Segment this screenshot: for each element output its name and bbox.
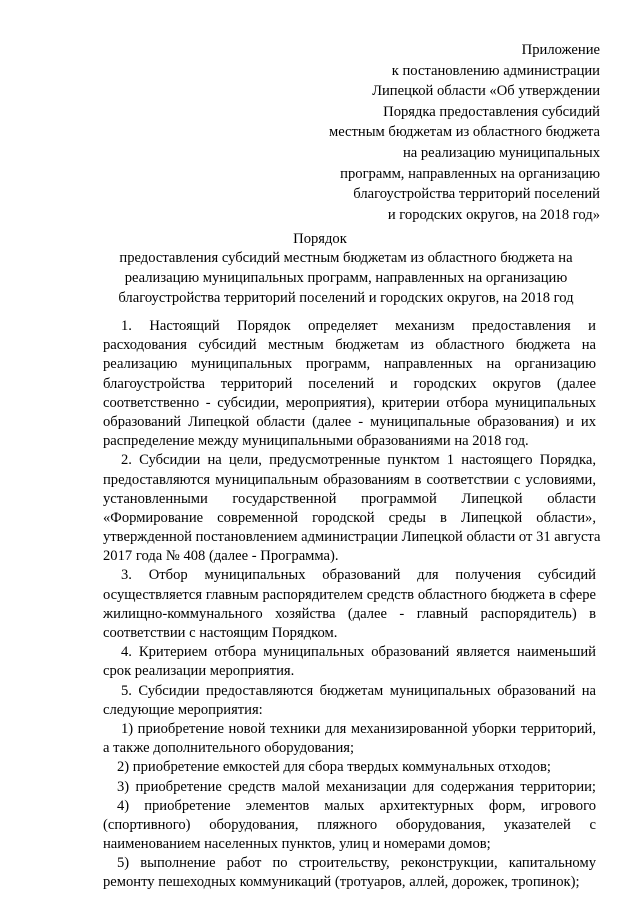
body-line: 1. Настоящий Порядок определяет механизм предоставления и [121,318,596,334]
body-line: 3) приобретение средств малой механизации для содержания территории; [117,778,596,795]
body-line: утвержденной постановлением администрации Липецкой области от 31 августа [103,529,601,546]
body-line: соответственно - субсидии, мероприятия), критерии отбора муниципальных [103,394,596,411]
body-line: 2. Субсидии на цели, предусмотренные пунктом 1 настоящего Порядка, [121,452,596,469]
body-line: 4. Критерием отбора муниципальных образований является наименьший [121,644,596,661]
body-line: 4) приобретение элементов малых архитектурных форм, игрового [117,797,596,814]
appendix-line: благоустройства территорий поселений [353,186,600,203]
body-line: срок реализации мероприятия. [103,663,295,680]
body-line: 2) приобретение емкостей для сбора твердых коммунальных отходов; [117,759,551,776]
appendix-line: программ, направленных на организацию [340,165,600,182]
body-line: следующие мероприятия: [103,701,263,718]
appendix-line: Порядка предоставления субсидий [383,103,600,120]
body-line: соответствии с настоящим Порядком. [103,625,338,641]
appendix-header [270,40,600,225]
body-line: наименованием населенных пунктов, улиц и номерами домов; [103,836,491,853]
document-subtitle [96,249,596,308]
body-line: 1) приобретение новой техники для механизированной уборки территорий, [121,720,596,737]
body-line: расходования субсидий местным бюджетам из областного бюджета на [103,337,596,354]
subtitle-line: реализацию муниципальных программ, направленных на организацию [124,269,568,286]
body-line: реализацию муниципальных программ, направленных на организацию [103,356,596,373]
body-line: жилищно-коммунального хозяйства (далее - главный распорядитель) в [103,605,596,622]
body-line: благоустройства территорий поселений и городских округов (далее [103,375,596,392]
body-line: распределение между муниципальными образованиями на 2018 год. [103,433,529,450]
body-line: 3. Отбор муниципальных образований для получения субсидий [121,567,596,584]
body-line: осуществляется главным распорядителем средств областного бюджета в сфере [103,586,596,603]
appendix-line: к постановлению администрации [391,62,600,79]
appendix-line: Приложение [521,42,600,58]
document-body [103,318,601,894]
appendix-line: местным бюджетам из областного бюджета [328,124,600,141]
appendix-line: на реализацию муниципальных [402,144,600,161]
body-line: предоставляются муниципальным образованиям в соответствии с условиями, [103,471,596,488]
body-line: 5) выполнение работ по строительству, реконструкции, капитальному [117,855,596,872]
body-line: «Формирование современной городской среды в Липецкой области», [103,509,596,526]
appendix-line: и городских округов, на 2018 год» [387,206,600,223]
body-line: 5. Субсидии предоставляются бюджетам муниципальных образований на [121,682,596,699]
subtitle-line: предоставления субсидий местным бюджетам из областного бюджета на [119,250,573,266]
body-line: ремонту пешеходных коммуникаций (тротуаров, аллей, дорожек, тропинок); [103,874,580,891]
subtitle-line: благоустройства территорий поселений и городских округов, на 2018 год [118,289,574,306]
body-line: установленными государственной программой Липецкой области [103,490,596,507]
appendix-line: Липецкой области «Об утверждении [372,83,600,100]
body-line: 2017 года № 408 (далее - Программа). [103,548,339,565]
body-line: а также дополнительного оборудования; [103,740,355,757]
body-line: образований Липецкой области (далее - муниципальные образования) и их [103,413,596,430]
document-title: Порядок [293,231,347,247]
body-line: (спортивного) оборудования, пляжного оборудования, указателей с [103,816,596,833]
